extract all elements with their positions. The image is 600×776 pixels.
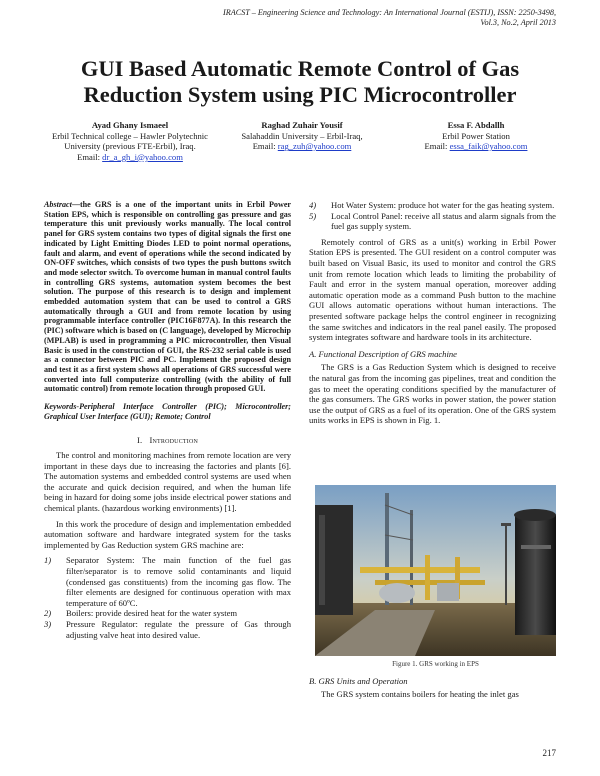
list-text: Separator System: The main function of the fuel gas filter/separator is to remove solid contaminants and liquid (condensed gas constituents) from the incoming gas flow. The filter elements are designed for continuous operation with max temperature of 60ºC.: [66, 555, 291, 608]
right-paragraph-3: The GRS system contains boilers for heating the inlet gas: [321, 688, 519, 699]
paper-title: [40, 56, 560, 108]
list-number: 1): [44, 555, 52, 566]
journal-header: [176, 8, 556, 28]
figure-photo: [315, 485, 556, 656]
right-column-bottom: [309, 676, 556, 699]
left-column: [44, 200, 291, 640]
author-block-1: [40, 120, 220, 162]
journal-header-line1: IRACST – Engineering Science and Technology: An International Journal (ESTIJ), ISSN: 2250-3498,: [223, 8, 556, 17]
author-email-link[interactable]: dr_a_gh_i@yahoo.com: [102, 151, 183, 162]
author-name: Ayad Ghany Ismaeel: [91, 120, 169, 130]
list-item: [44, 619, 291, 640]
author-affiliation: Erbil Power Station: [442, 130, 510, 141]
list-number: 5): [309, 210, 317, 221]
keywords: Keywords-Peripheral Interface Controller (PIC); Microcontroller; Graphical User Interface (GUI); Remote; Control: [44, 402, 291, 421]
abstract-text: —the GRS is a one of the important units in Erbil Power Station EPS, which is responsible on controlling gas pressure and gas temperature this unit previously works manually. The local control panel for GRS system contains two types of digital signals the first one indicated by Light Emitting Diodes LED to point normal operations, fault and alarm, and event of operations while the second indicated by ON-OFF switches, which consists of two types the push buttons switch and mode selector switch. To overcome human in manual control faults in controlling GRS systems, automation system becomes the best solution. The purpose of this research is to design and implement embedded automation system that can be used to control a GRS automatically through a GUI and from remote location by using programmable interface controller (PIC16F877A). In this research the (PIC) software which is based on (C language), developed by Microchip (MPLAB) is used in programming a PIC microcontroller, then Visual Basic is used in the construction of GUI, the RS-232 serial cable is used as a connector between PIC and PC. Implement the proposed design and test it as a first system shows all operations of GRS successful were converted into full computerize controlling (with the ability of full automatic control) from remote location through proposed GUI.: [44, 200, 291, 394]
intro-paragraph-2: In this work the procedure of design and implementation embedded automation software and hardware integrated system for the tasks implemented by Gas Reduction system GRS machine are:: [44, 518, 291, 550]
author-name: Essa F. Abdallh: [447, 120, 505, 130]
section-number: I.: [136, 435, 143, 446]
gas-station-photo: [315, 485, 556, 656]
right-paragraph-2: The GRS is a Gas Reduction System which is designed to receive the natural gas from the incoming gas pipelines, treat and condition the gas to meet the operating conditions specified by the manufacturer of the gas consumers. The GRS works in power station, the power station use the output of GRS as a fuel of its operation. One of the GRS system units works in EPS is shown in Fig. 1.: [309, 362, 556, 426]
author-email-link[interactable]: rag_zuh@yahoo.com: [277, 141, 352, 152]
continued-task-list: [309, 200, 556, 232]
email-label: Email:: [424, 141, 448, 152]
intro-task-list: [44, 555, 291, 640]
page-number: 217: [542, 748, 556, 758]
list-text: Pressure Regulator: regulate the pressure of Gas through adjusting valve heat into desired value.: [66, 618, 291, 640]
email-label: Email:: [77, 151, 101, 162]
paper-title-line2: Reduction System using PIC Microcontroller: [83, 82, 517, 107]
list-number: 2): [44, 608, 52, 619]
subsection-heading-a: A. Functional Description of GRS machine: [309, 348, 457, 359]
figure-caption: Figure 1. GRS working in EPS: [392, 660, 479, 668]
list-text: Local Control Panel: receive all status and alarm signals from the fuel gas supply system.: [331, 210, 556, 232]
right-column: [309, 200, 556, 426]
author-name: Raghad Zuhair Yousif: [261, 120, 343, 130]
author-affiliation: Erbil Technical college – Hawler Polytechnic University (previous FTE-Erbil), Iraq.: [51, 130, 209, 152]
author-email-line: [386, 141, 566, 152]
list-item: [309, 211, 556, 232]
list-item: [44, 608, 291, 619]
author-email-link[interactable]: essa_faik@yahoo.com: [449, 141, 528, 152]
list-item: [309, 200, 556, 211]
list-number: 4): [309, 200, 317, 210]
list-item: [44, 555, 291, 608]
author-block-2: [222, 120, 382, 152]
list-text: Hot Water System: produce hot water for the gas heating system.: [331, 200, 555, 210]
subsection-heading-b: B. GRS Units and Operation: [309, 676, 408, 686]
intro-paragraph-1: The control and monitoring machines from remote location are very important in these days due to increasing the factories and plants [6]. The automation systems and embedded control systems are used when the accurate and quick decision required, and when the human life being in hazard for doing some jobs inside electrical power stations and chemical plants. (hazardous working environments) [1].: [44, 450, 291, 514]
journal-header-line2: Vol.3, No.2, April 2013: [480, 18, 556, 27]
abstract: [44, 200, 291, 394]
right-paragraph-1: Remotely control of GRS as a unit(s) working in Erbil Power Station EPS is presented. The GUI resident on a control computer was built based on Visual Basic, its used to monitor and control the GRS unit from remote location which leads to limiting the probability of Fault and error in the system manual operation, moreover adding automatic operation mode as a command Push button to the machine GUI allows automatic operations without human interactions. The presented software package helps the control engineer in recognizing the same switches and indicators in the real panel easily. The proposed system integrates software and hardware tools in its architecture.: [309, 236, 556, 343]
paper-title-line1: GUI Based Automatic Remote Control of Gas: [80, 56, 520, 81]
list-number: 3): [44, 618, 52, 629]
abstract-label: Abstract: [44, 200, 72, 209]
list-text: Boilers: provide desired heat for the water system: [66, 608, 238, 619]
section-title: Introduction: [149, 435, 199, 446]
section-heading-intro: [44, 435, 291, 446]
author-block-3: [386, 120, 566, 152]
author-email-line: [222, 141, 382, 152]
author-email-line: [40, 152, 220, 163]
email-label: Email:: [252, 141, 276, 152]
author-affiliation: Salahaddin University – Erbil-Iraq,: [241, 130, 363, 141]
